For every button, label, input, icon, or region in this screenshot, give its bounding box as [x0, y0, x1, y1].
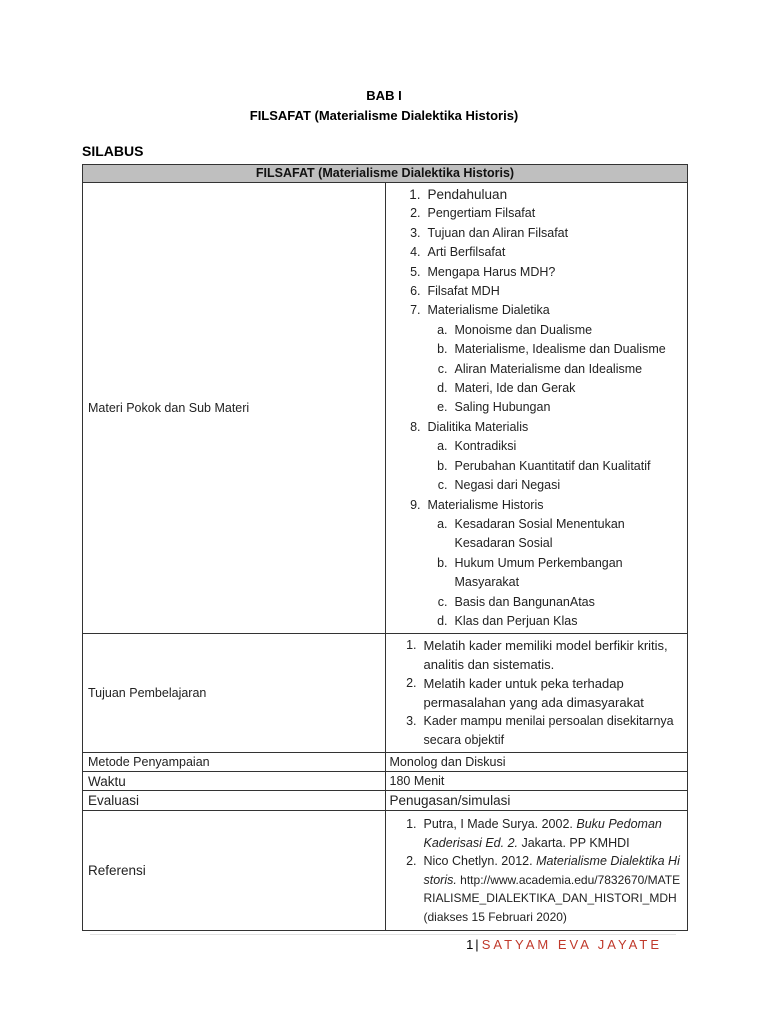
metode-value: Monolog dan Diskusi	[385, 753, 688, 772]
table-row	[83, 183, 688, 634]
table-row	[83, 772, 688, 791]
page-number: 1	[466, 937, 474, 952]
table-row	[83, 811, 688, 931]
materi-list	[390, 185, 684, 631]
chapter-label: BAB I	[366, 88, 402, 103]
chapter-title: FILSAFAT (Materialisme Dialektika Historis)	[249, 108, 519, 123]
waktu-value: 180 Menit	[385, 772, 688, 791]
materi-label: Materi Pokok dan Sub Materi	[83, 183, 386, 634]
list-item: 3. Tujuan dan Aliran Filsafat	[410, 225, 569, 240]
list-item: 8. Dialitika Materialis	[410, 419, 529, 434]
list-item: 9. Materialisme Historis	[410, 497, 544, 512]
sub-list-item: c. Basis dan BangunanAtas	[437, 594, 595, 609]
list-item: 5. Mengapa Harus MDH?	[410, 264, 556, 279]
referensi-cell	[385, 811, 688, 931]
sub-list-item: e. Saling Hubungan	[437, 400, 551, 415]
syllabus-table	[82, 164, 688, 931]
tujuan-cell	[385, 634, 688, 753]
page-footer	[90, 937, 662, 952]
table-header: FILSAFAT (Materialisme Dialektika Historis)	[83, 165, 688, 183]
list-item: 2. Nico Chetlyn. 2012. Materialisme Dialektika Historis. http://www.academia.edu/7832670/MATERIALISME_DIALEKTIKA_DAN_HISTORI_MDH (diakses 15 Februari 2020)	[406, 854, 681, 924]
evaluasi-label: Evaluasi	[83, 791, 386, 811]
table-row	[83, 791, 688, 811]
referensi-label: Referensi	[83, 811, 386, 931]
sub-list-item: d. Materi, Ide dan Gerak	[437, 381, 576, 396]
list-item: 6. Filsafat MDH	[410, 284, 500, 299]
list-item: 7. Materialisme Dialetika	[410, 303, 550, 318]
list-item: 1. Pendahuluan	[409, 187, 508, 202]
list-item: 1. Putra, I Made Surya. 2002. Buku Pedoman Kaderisasi Ed. 2. Jakarta. PP KMHDI	[406, 817, 662, 850]
list-item: 3. Kader mampu menilai persoalan disekitarnya secara objektif	[406, 714, 674, 748]
waktu-label: Waktu	[83, 772, 386, 791]
table-header-row	[83, 165, 688, 183]
metode-label: Metode Penyampaian	[83, 753, 386, 772]
section-heading: SILABUS	[82, 143, 144, 159]
table-row	[83, 753, 688, 772]
sub-list-item: a. Monoisme dan Dualisme	[437, 322, 593, 337]
sub-list-item: c. Negasi dari Negasi	[437, 478, 561, 493]
evaluasi-value: Penugasan/simulasi	[385, 791, 688, 811]
footer-motto: SATYAM EVA JAYATE	[481, 937, 662, 952]
list-item: 1. Melatih kader memiliki model berfikir kritis, analitis dan sistematis.	[406, 638, 668, 673]
list-item: 2. Pengertiam Filsafat	[410, 206, 536, 221]
sub-list-item: a. Kesadaran Sosial Menentukan Kesadaran Sosial	[437, 516, 625, 551]
sub-list-item: d. Klas dan Perjuan Klas	[437, 613, 578, 628]
sub-list-item: c. Aliran Materialisme dan Idealisme	[437, 361, 643, 376]
list-item: 4. Arti Berfilsafat	[410, 245, 506, 260]
table-row	[83, 634, 688, 753]
tujuan-label: Tujuan Pembelajaran	[83, 634, 386, 753]
sub-list-item: b. Hukum Umum Perkembangan Masyarakat	[437, 555, 623, 590]
sub-list-item: b. Materialisme, Idealisme dan Dualisme	[437, 342, 666, 357]
footer-divider	[90, 934, 676, 935]
list-item: 2. Melatih kader untuk peka terhadap permasalahan yang ada dimasyarakat	[406, 676, 644, 711]
sub-list-item: b. Perubahan Kuantitatif dan Kualitatif	[437, 458, 651, 473]
sub-list-item: a. Kontradiksi	[437, 439, 517, 454]
footer-separator: |	[475, 937, 479, 952]
materi-cell	[385, 183, 688, 634]
